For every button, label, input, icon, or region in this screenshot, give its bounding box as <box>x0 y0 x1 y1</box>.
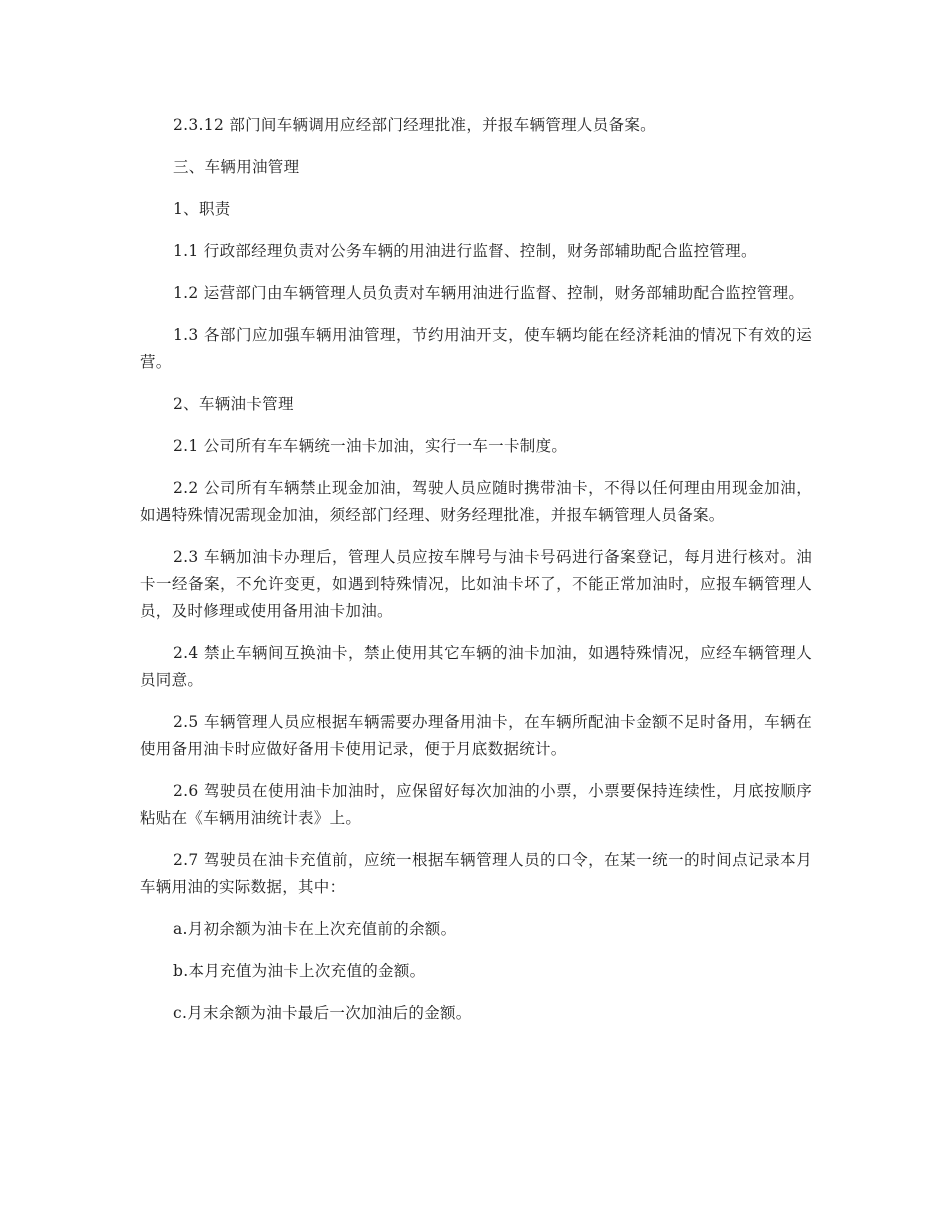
subsection-heading-duties: 1、职责 <box>173 200 231 218</box>
document-page <box>140 112 812 1042</box>
paragraph-2-7: 2.7 驾驶员在油卡充值前，应统一根据车辆管理人员的口令，在某一统一的时间点记录本月车辆用油的实际数据，其中： <box>140 851 812 896</box>
paragraph-2-3: 2.3 车辆加油卡办理后，管理人员应按车牌号与油卡号码进行备案登记，每月进行核对。油卡一经备案，不允许变更，如遇到特殊情况，比如油卡坏了，不能正常加油时，应报车辆管理人员，及时修理或使用备用油卡加油。 <box>140 548 812 620</box>
list-item-a: a.月初余额为油卡在上次充值前的余额。 <box>173 920 457 938</box>
paragraph-2-1: 2.1 公司所有车车辆统一油卡加油，实行一车一卡制度。 <box>173 437 568 455</box>
paragraph-2-3-12: 2.3.12 部门间车辆调用应经部门经理批准，并报车辆管理人员备案。 <box>173 116 656 134</box>
paragraph-2-2: 2.2 公司所有车辆禁止现金加油，驾驶人员应随时携带油卡，不得以任何理由用现金加油，如遇特殊情况需现金加油，须经部门经理、财务经理批准，并报车辆管理人员备案。 <box>140 479 812 524</box>
paragraph-1-3: 1.3 各部门应加强车辆用油管理，节约用油开支，使车辆均能在经济耗油的情况下有效的运营。 <box>140 326 812 371</box>
list-item-b: b.本月充值为油卡上次充值的金额。 <box>173 962 426 980</box>
subsection-heading-fuel-card: 2、车辆油卡管理 <box>173 395 294 413</box>
paragraph-2-6: 2.6 驾驶员在使用油卡加油时，应保留好每次加油的小票，小票要保持连续性，月底按顺序粘贴在《车辆用油统计表》上。 <box>140 782 812 827</box>
section-heading-fuel-management: 三、车辆用油管理 <box>173 158 300 176</box>
paragraph-2-4: 2.4 禁止车辆间互换油卡，禁止使用其它车辆的油卡加油，如遇特殊情况，应经车辆管理人员同意。 <box>140 644 812 689</box>
paragraph-1-1: 1.1 行政部经理负责对公务车辆的用油进行监督、控制，财务部辅助配合监控管理。 <box>173 242 757 260</box>
list-item-c: c.月末余额为油卡最后一次加油后的金额。 <box>173 1004 472 1022</box>
paragraph-2-5: 2.5 车辆管理人员应根据车辆需要办理备用油卡，在车辆所配油卡金额不足时备用，车辆在使用备用油卡时应做好备用卡使用记录，便于月底数据统计。 <box>140 713 812 758</box>
paragraph-1-2: 1.2 运营部门由车辆管理人员负责对车辆用油进行监督、控制，财务部辅助配合监控管理。 <box>173 284 805 302</box>
